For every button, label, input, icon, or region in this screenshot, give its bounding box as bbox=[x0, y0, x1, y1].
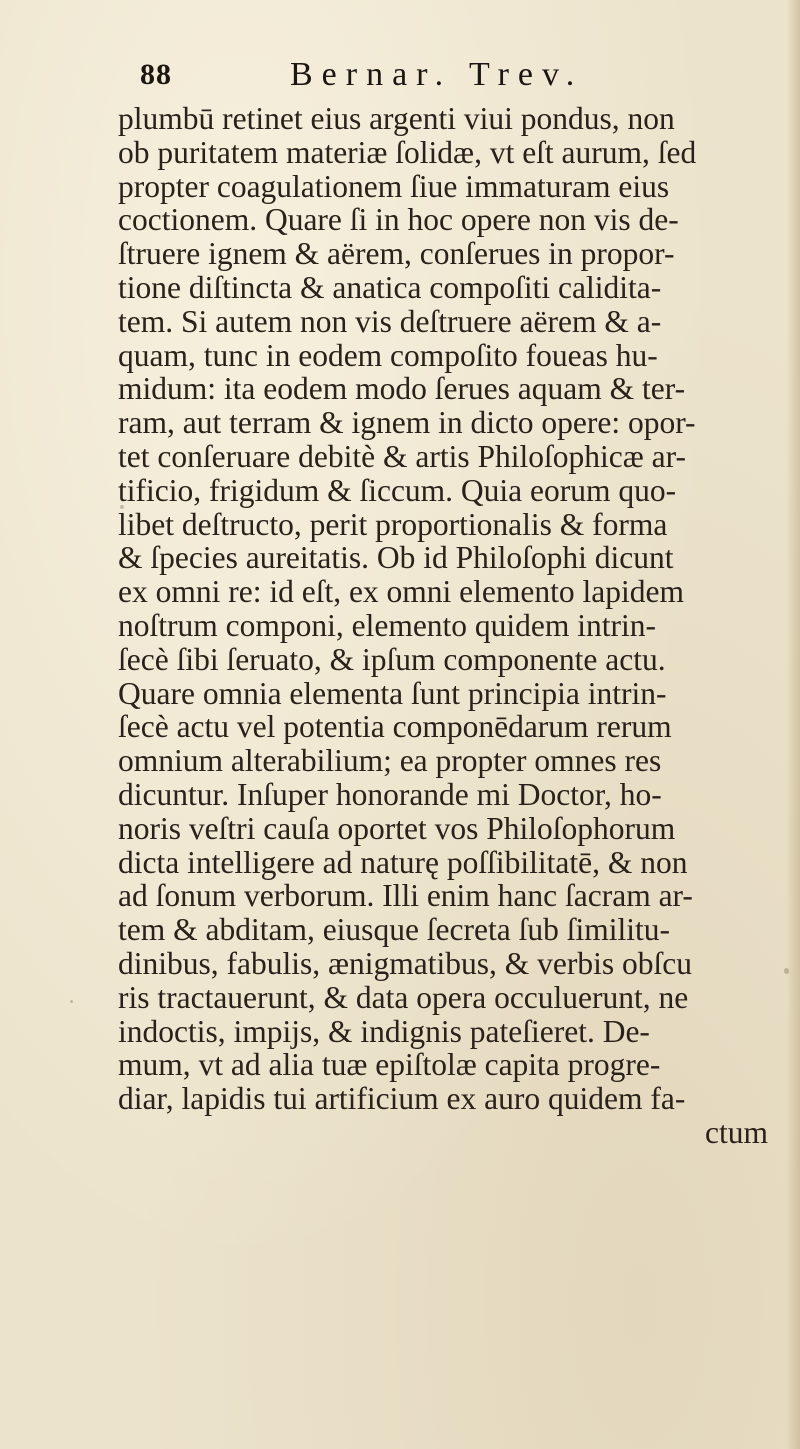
text-line: dicta intelligere ad naturę poſſibilitatē, & non bbox=[118, 844, 688, 880]
text-line: diar, lapidis tui artificium ex auro quidem fa- bbox=[118, 1081, 686, 1117]
text-line: mum, vt ad alia tuæ epiſtolæ capita progre- bbox=[118, 1047, 661, 1083]
text-line: ex omni re: id eſt, ex omni elemento lapidem bbox=[118, 574, 684, 610]
text-line: ſecè actu vel potentia componēdarum rerum bbox=[118, 709, 672, 745]
text-line: midum: ita eodem modo ſerues aquam & ter- bbox=[118, 371, 686, 407]
text-line: ris tractauerunt, & data opera occuluerunt, ne bbox=[118, 979, 689, 1015]
text-line: noris veſtri cauſa oportet vos Philoſophorum bbox=[118, 810, 676, 846]
text-line: & ſpecies aureitatis. Ob id Philoſophi dicunt bbox=[118, 540, 674, 576]
text-line: Quare omnia elementa ſunt principia intrin- bbox=[118, 675, 667, 711]
catchword: ctum bbox=[705, 1114, 768, 1150]
text-line: tet conſeruare debitè & artis Philoſophicæ ar- bbox=[118, 438, 686, 474]
text-line: propter coagulationem ſiue immaturam eius bbox=[118, 168, 670, 204]
text-line: quam, tunc in eodem compoſito foueas hu- bbox=[118, 337, 658, 373]
text-line: tione diſtincta & anatica compoſiti calidita- bbox=[118, 269, 662, 305]
paper-speck bbox=[784, 968, 789, 974]
text-line: ad ſonum verborum. Illi enim hanc ſacram ar- bbox=[118, 878, 693, 914]
text-line: dicuntur. Inſuper honorande mi Doctor, ho- bbox=[118, 776, 662, 812]
text-line: indoctis, impijs, & indignis pateſieret. De- bbox=[118, 1013, 650, 1049]
paper-speck bbox=[120, 505, 124, 509]
text-line: tificio, frigidum & ſiccum. Quia eorum quo- bbox=[118, 472, 677, 508]
text-line: coctionem. Quare ſi in hoc opere non vis de- bbox=[118, 202, 679, 238]
text-line: ob puritatem materiæ ſolidæ, vt eſt aurum, ſed bbox=[118, 134, 697, 170]
paper-speck bbox=[70, 1000, 73, 1003]
text-line: dinibus, fabulis, ænigmatibus, & verbis obſcu bbox=[118, 945, 692, 981]
running-head: Bernar. Trev. bbox=[290, 56, 584, 93]
text-line: noſtrum componi, elemento quidem intrin- bbox=[118, 607, 657, 643]
text-line: plumbū retinet eius argenti viui pondus, non bbox=[118, 101, 675, 136]
text-line: omnium alterabilium; ea propter omnes res bbox=[118, 743, 662, 779]
text-line: tem. Si autem non vis deſtruere aërem & a- bbox=[118, 303, 662, 339]
body-text bbox=[118, 102, 798, 1150]
page-number: 88 bbox=[140, 58, 172, 91]
page-header bbox=[140, 56, 700, 100]
text-line: ram, aut terram & ignem in dicto opere: opor- bbox=[118, 405, 696, 441]
text-line: ſecè ſibi ſeruato, & ipſum componente actu. bbox=[118, 641, 666, 677]
text-line: ſtruere ignem & aërem, conſerues in propor- bbox=[118, 236, 675, 272]
text-line: libet deſtructo, perit proportionalis & forma bbox=[118, 506, 668, 542]
text-line: tem & abditam, eiusque ſecreta ſub ſimilitu- bbox=[118, 912, 670, 948]
